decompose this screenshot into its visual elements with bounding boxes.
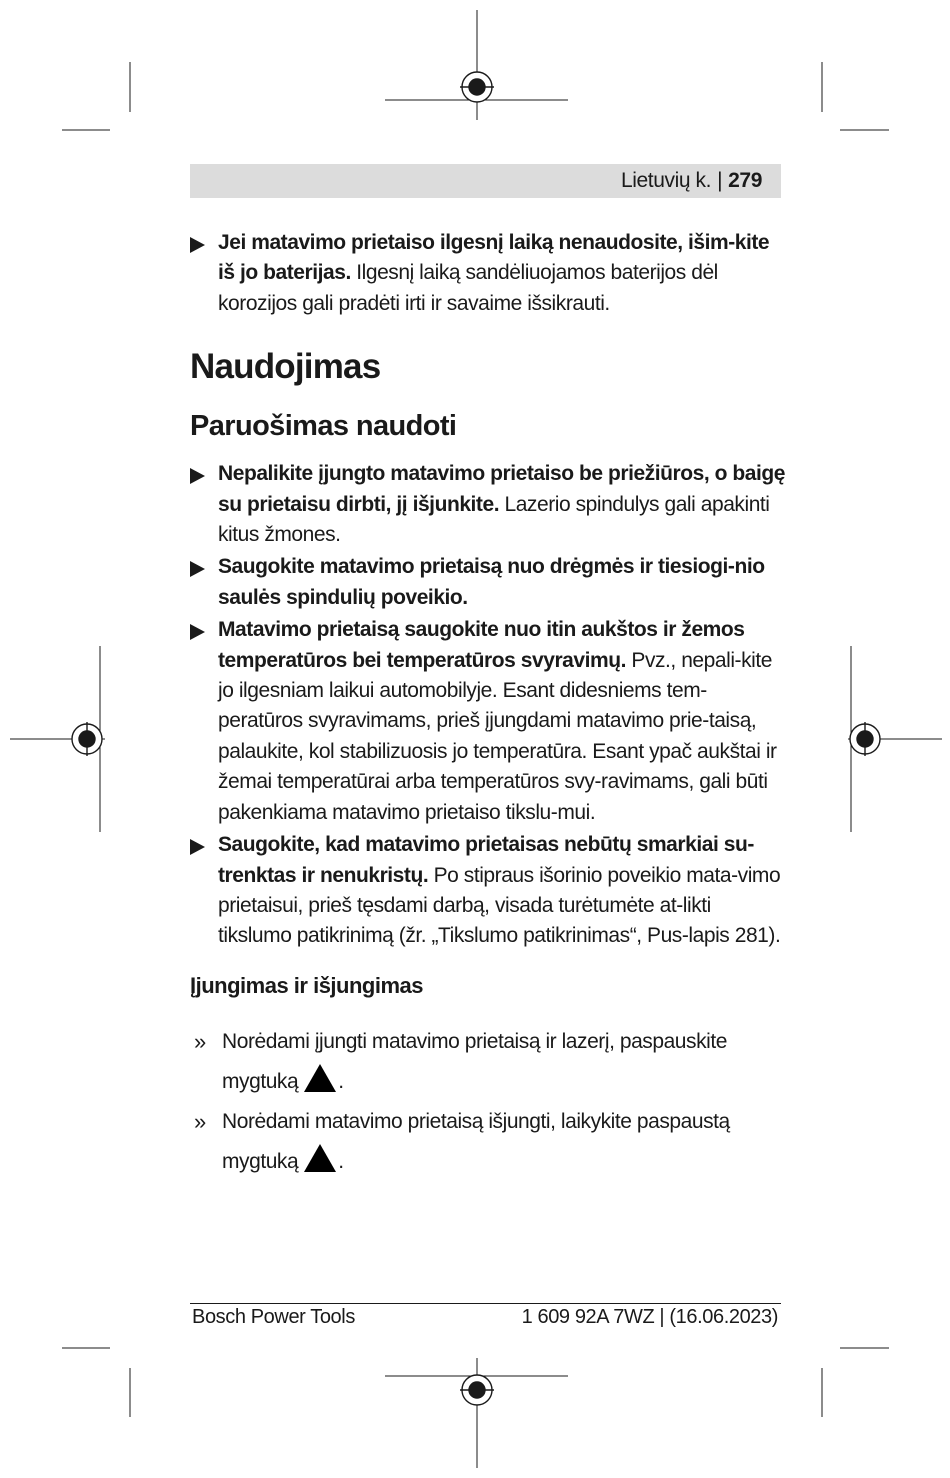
page-header [190, 164, 781, 198]
instruction-step [190, 1022, 785, 1102]
subsection-title: Paruošimas naudoti [190, 410, 457, 443]
warning-text: Ilgesnį laiką sandėliuojamos baterijos dėl korozijos gali pradėti irti ir savaime išsikrauti. [218, 261, 718, 315]
safety-item-text: Pvz., nepali-kite jo ilgesniam laikui automobilyje. Esant didesniems tem-peratūros svyravimams, prieš įjungdami matavimo prie-taisą, palaukite, kol stabilizuosis jo temperatūra. Esant ypač aukštai ir žemai temperatūrai arba temperatūros svy-ravimams, gali būti pakenkiama matavimo prietaiso tikslu-mui. [218, 648, 777, 824]
safety-item [190, 552, 785, 613]
header-text [621, 169, 762, 193]
step-text: Norėdami įjungti matavimo prietaisą ir lazerį, paspauskite mygtuką [222, 1029, 727, 1093]
safety-item-bold: Saugokite, kad matavimo prietaisas nebūtų smarkiai su-trenktas ir nenukristų. [218, 833, 754, 887]
header-separator: | [717, 169, 723, 192]
bullet-triangle-icon [190, 237, 205, 253]
page-number: 279 [728, 169, 762, 192]
step-end: . [338, 1149, 344, 1173]
safety-item-bold: Saugokite matavimo prietaisą nuo drėgmės ir tiesiogi-nio saulės spindulių poveikio. [218, 555, 765, 609]
safety-item [190, 615, 785, 828]
bullet-triangle-icon [190, 839, 205, 855]
safety-item [190, 830, 785, 952]
step-text: Norėdami matavimo prietaisą išjungti, laikykite paspaustą mygtuką [222, 1109, 730, 1173]
section-title: Naudojimas [190, 347, 381, 387]
page-content [190, 228, 785, 1182]
minor-title: Įjungimas ir išjungimas [190, 972, 424, 998]
bullet-triangle-icon [190, 561, 205, 577]
warning-bold: Jei matavimo prietaiso ilgesnį laiką nenaudosite, išim-kite iš jo baterijas. [218, 231, 770, 285]
intro-warning [190, 228, 785, 319]
safety-item-bold: Nepalikite įjungto matavimo prietaiso be priežiūros, o baigę su prietaisu dirbti, jį išjunkite. [218, 462, 785, 516]
header-language: Lietuvių k. [620, 169, 712, 192]
footer-brand: Bosch Power Tools [192, 1306, 355, 1328]
safety-item-text: Po stipraus išorinio poveikio mata-vimo prietaisui, prieš tęsdami darbą, visada turėtumėte at-likti tikslumo patikrinimą (žr. „Tikslumo patikrinimas“, Pus-lapis 281). [218, 863, 781, 948]
safety-item-text: Lazerio spindulys gali apakinti kitus žmones. [218, 492, 770, 547]
footer-docnumber: 1 609 92A 7WZ | (16.06.2023) [521, 1306, 778, 1328]
power-triangle-button-icon [304, 1144, 336, 1172]
step-chevron-icon: » [194, 1028, 206, 1054]
power-triangle-button-icon [304, 1064, 336, 1092]
bullet-triangle-icon [190, 468, 205, 484]
footer-rule [190, 1303, 781, 1304]
instruction-step [190, 1102, 785, 1182]
safety-item [190, 459, 785, 550]
bullet-triangle-icon [190, 624, 205, 640]
step-end: . [338, 1069, 344, 1093]
safety-item-bold: Matavimo prietaisą saugokite nuo itin aukštos ir žemos temperatūros bei temperatūros svyravimų. [218, 618, 745, 672]
step-chevron-icon: » [194, 1108, 206, 1134]
